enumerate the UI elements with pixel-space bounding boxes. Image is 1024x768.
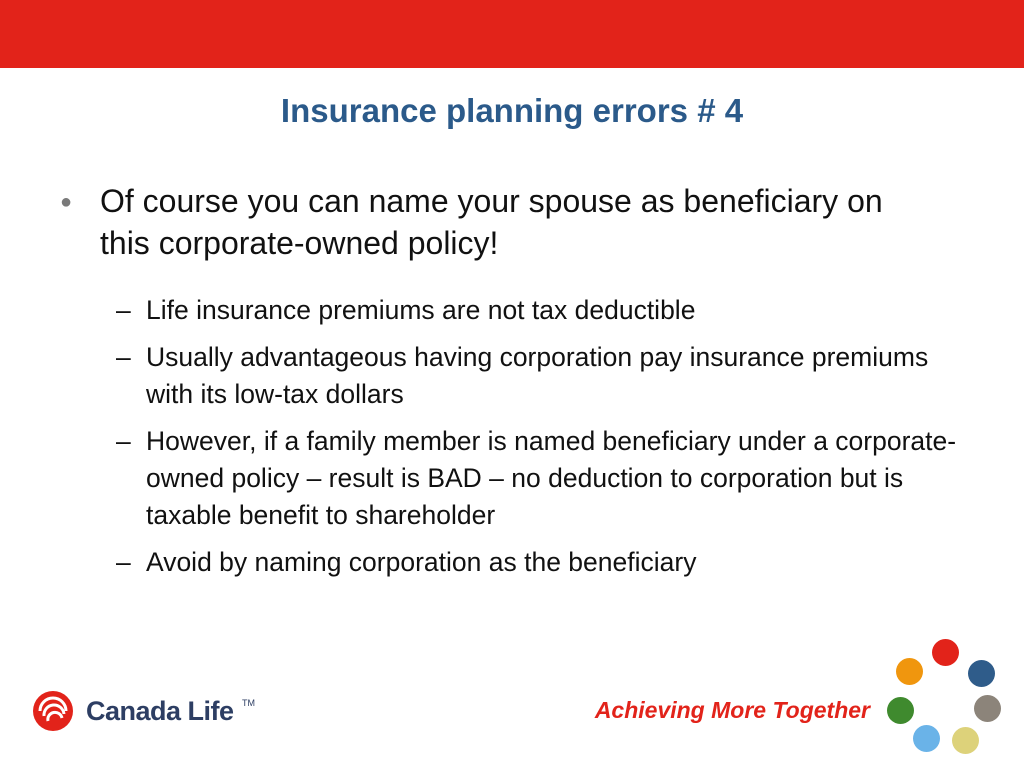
dot-circle-yellow [952, 727, 979, 754]
main-bullet-text: Of course you can name your spouse as beneficiary on this corporate-owned policy! [100, 183, 883, 261]
top-banner [0, 0, 1024, 68]
dash-icon: – [116, 342, 131, 372]
logo-wordmark: Canada Life [86, 696, 234, 726]
sub-bullet-list [116, 292, 976, 591]
sub-bullet-text: However, if a family member is named beneficiary under a corporate-owned policy – result is BAD – no deduction to corporation but is taxable benefit to shareholder [146, 426, 957, 530]
trademark-mark: TM [242, 698, 255, 708]
bullet-icon: ● [60, 191, 73, 213]
dot-circle-blue [968, 660, 995, 687]
sub-bullet-item [116, 339, 976, 413]
dot-circle-orange [896, 658, 923, 685]
sub-bullet-text: Usually advantageous having corporation pay insurance premiums with its low-tax dollars [146, 342, 929, 409]
tagline: Achieving More Together [594, 697, 870, 723]
dash-icon: – [116, 295, 131, 325]
dash-icon: – [116, 426, 131, 456]
sub-bullet-text: Life insurance premiums are not tax deductible [146, 295, 696, 325]
sub-bullet-item [116, 423, 976, 534]
dash-icon: – [116, 547, 131, 577]
swirl-logo-icon [32, 690, 78, 732]
dot-circle-lightblue [913, 725, 940, 752]
dot-circle-gray [887, 697, 914, 724]
slide-title: Insurance planning errors # 4 [280, 92, 744, 129]
canada-life-logo [32, 690, 272, 730]
dot-circle-green [974, 695, 1001, 722]
sub-bullet-item [116, 292, 976, 329]
sub-bullet-item [116, 544, 976, 581]
dot-circle-red [932, 639, 959, 666]
sub-bullet-text: Avoid by naming corporation as the beneficiary [146, 547, 697, 577]
